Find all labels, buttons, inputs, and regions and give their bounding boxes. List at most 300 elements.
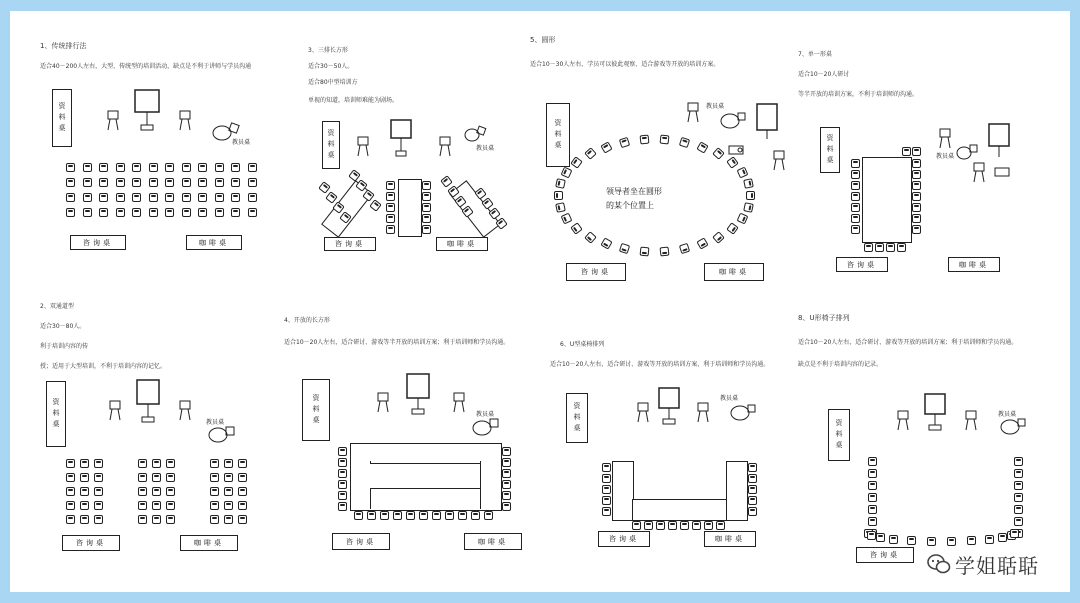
chair-icon bbox=[66, 473, 75, 482]
chair-icon bbox=[166, 473, 175, 482]
chair-icon bbox=[94, 459, 103, 468]
chair-grid bbox=[66, 163, 266, 223]
chair-icon bbox=[554, 191, 563, 200]
chair-icon bbox=[393, 511, 402, 520]
teacher-table-label: 教员桌 bbox=[998, 411, 1017, 418]
chair-icon bbox=[224, 501, 233, 510]
chair-icon bbox=[66, 515, 75, 524]
chair-icon bbox=[224, 459, 233, 468]
chair-group bbox=[790, 11, 1070, 281]
chair-grid bbox=[10, 281, 280, 581]
chair-icon bbox=[864, 243, 873, 252]
chair-icon bbox=[338, 491, 347, 500]
chair-icon bbox=[66, 459, 75, 468]
chair-icon bbox=[224, 487, 233, 496]
consult-table: 咨询桌 bbox=[566, 263, 626, 281]
panel-title: 7、单一形桌 bbox=[798, 51, 832, 58]
leader-note bbox=[606, 185, 662, 213]
chair-icon bbox=[851, 225, 860, 234]
chair-icon bbox=[704, 521, 713, 530]
chair-icon bbox=[696, 238, 708, 250]
panel-line: 适合30－80人。 bbox=[40, 323, 86, 330]
chair-icon bbox=[338, 502, 347, 511]
chair-icon bbox=[1014, 457, 1023, 466]
chair-icon bbox=[868, 481, 877, 490]
chair-icon bbox=[238, 515, 247, 524]
consult-table: 咨询桌 bbox=[836, 257, 888, 272]
chair-icon bbox=[66, 178, 75, 187]
chair-icon bbox=[152, 501, 161, 510]
chair-icon bbox=[338, 447, 347, 456]
chair-icon bbox=[602, 507, 611, 516]
chair-icon bbox=[571, 156, 584, 169]
data-table: 资料桌 bbox=[302, 379, 330, 441]
chair-icon bbox=[867, 531, 876, 540]
chair-icon bbox=[678, 137, 689, 148]
chair-icon bbox=[367, 511, 376, 520]
chair-icon bbox=[182, 178, 191, 187]
teacher-table-label: 教员桌 bbox=[476, 411, 495, 418]
chair-icon bbox=[902, 147, 911, 156]
chair-icon bbox=[354, 511, 363, 520]
chair-icon bbox=[66, 163, 75, 172]
chair-icon bbox=[94, 487, 103, 496]
chair-icon bbox=[80, 459, 89, 468]
coffee-table: 咖啡桌 bbox=[186, 235, 242, 250]
chair-icon bbox=[224, 515, 233, 524]
data-table: 资料桌 bbox=[322, 121, 340, 169]
chair-icon bbox=[165, 208, 174, 217]
chair-icon bbox=[132, 193, 141, 202]
panel-line: 等半开放的培训方案，不利于培训师的沟通。 bbox=[798, 91, 919, 98]
teacher-table-label: 教员桌 bbox=[476, 145, 495, 152]
panel-title: 4、开放的长方形 bbox=[284, 317, 330, 324]
chair-icon bbox=[432, 511, 441, 520]
chair-icon bbox=[726, 156, 739, 169]
chair-icon bbox=[83, 178, 92, 187]
chair-icon bbox=[692, 521, 701, 530]
chair-icon bbox=[736, 212, 748, 224]
chair-icon bbox=[1010, 529, 1019, 538]
teacher-table-label: 教员桌 bbox=[720, 395, 739, 402]
chair-icon bbox=[248, 178, 257, 187]
coffee-table: 咖啡桌 bbox=[704, 263, 764, 281]
coffee-table: 咖啡桌 bbox=[180, 535, 238, 551]
chair-icon bbox=[238, 501, 247, 510]
chair-icon bbox=[897, 243, 906, 252]
lectern-icon bbox=[178, 109, 192, 131]
chair-icon bbox=[1014, 469, 1023, 478]
coffee-table: 咖啡桌 bbox=[948, 257, 1000, 272]
leader-note-line: 的某个位置上 bbox=[606, 201, 654, 210]
chair-icon bbox=[248, 208, 257, 217]
panel-line: 适合10－20人研讨 bbox=[798, 71, 850, 78]
panel-line: 适合30－50人。 bbox=[308, 63, 354, 70]
chair-icon bbox=[138, 501, 147, 510]
chair-icon bbox=[166, 487, 175, 496]
chair-icon bbox=[248, 193, 257, 202]
chair-icon bbox=[927, 537, 936, 546]
chair-icon bbox=[210, 487, 219, 496]
chair-icon bbox=[555, 202, 566, 213]
chair-icon bbox=[907, 536, 916, 545]
chair-icon bbox=[726, 222, 739, 235]
chair-icon bbox=[165, 193, 174, 202]
chair-icon bbox=[165, 178, 174, 187]
chair-icon bbox=[66, 208, 75, 217]
chair-icon bbox=[660, 135, 670, 145]
chair-icon bbox=[502, 480, 511, 489]
watermark-text: 学姐聒聒 bbox=[955, 553, 1039, 578]
chair-icon bbox=[602, 485, 611, 494]
chair-icon bbox=[1014, 505, 1023, 514]
coffee-table: 咖啡桌 bbox=[464, 533, 522, 550]
chair-icon bbox=[94, 501, 103, 510]
consult-table: 咨询桌 bbox=[62, 535, 120, 551]
chair-icon bbox=[602, 463, 611, 472]
chair-icon bbox=[868, 517, 877, 526]
chair-icon bbox=[445, 511, 454, 520]
chair-icon bbox=[748, 474, 757, 483]
chair-icon bbox=[602, 474, 611, 483]
chair-icon bbox=[149, 178, 158, 187]
chair-icon bbox=[238, 459, 247, 468]
panel-description: 适合10－20人左右，适合研讨、游戏等开放的培训方案，利于培训师和学员沟通。 bbox=[550, 361, 770, 368]
chair-icon bbox=[149, 208, 158, 217]
chair-icon bbox=[889, 535, 898, 544]
chair-icon bbox=[912, 203, 921, 212]
chair-icon bbox=[851, 170, 860, 179]
chair-icon bbox=[619, 243, 630, 254]
chair-icon bbox=[224, 473, 233, 482]
panel-line: 适合10－20人左右，适合研讨、游戏等开放的培训方案；利于培训师和学员沟通。 bbox=[798, 339, 1018, 346]
chair-icon bbox=[851, 159, 860, 168]
chair-icon bbox=[198, 208, 207, 217]
chair-icon bbox=[668, 521, 677, 530]
chair-ring bbox=[520, 11, 790, 291]
panel-description: 适合40－200人左右，大型、传统型的培训活动，缺点是不利于讲师与学员沟通 bbox=[40, 63, 252, 70]
chair-icon bbox=[644, 521, 653, 530]
chair-icon bbox=[656, 521, 665, 530]
chair-icon bbox=[231, 193, 240, 202]
chair-icon bbox=[116, 193, 125, 202]
panel-single-table bbox=[790, 11, 1070, 281]
chair-icon bbox=[80, 515, 89, 524]
chair-icon bbox=[600, 238, 612, 250]
chair-icon bbox=[386, 203, 395, 212]
chair-icon bbox=[338, 458, 347, 467]
chair-icon bbox=[116, 163, 125, 172]
watermark bbox=[927, 551, 1039, 577]
chair-icon bbox=[851, 214, 860, 223]
chair-icon bbox=[99, 208, 108, 217]
chair-icon bbox=[640, 246, 650, 256]
chair-icon bbox=[152, 459, 161, 468]
chair-icon bbox=[555, 179, 566, 190]
chair-icon bbox=[746, 191, 755, 200]
chair-icon bbox=[83, 208, 92, 217]
panel-title: 3、三排长方形 bbox=[308, 47, 348, 54]
chair-icon bbox=[461, 205, 474, 218]
chair-icon bbox=[339, 211, 352, 224]
chair-icon bbox=[80, 501, 89, 510]
chair-icon bbox=[422, 225, 431, 234]
panel-title: 2、双通道型 bbox=[40, 303, 74, 310]
panel-title: 1、传统排行法 bbox=[40, 42, 87, 50]
panel-description: 适合10－30人左右、学员可以彼此观察、适合游戏等开放的培训方案。 bbox=[530, 61, 720, 68]
chair-icon bbox=[422, 214, 431, 223]
chair-icon bbox=[166, 515, 175, 524]
data-table: 资料桌 bbox=[546, 103, 570, 167]
chair-icon bbox=[386, 214, 395, 223]
chair-icon bbox=[712, 148, 725, 161]
chair-icon bbox=[231, 208, 240, 217]
chair-icon bbox=[912, 159, 921, 168]
chair-icon bbox=[132, 208, 141, 217]
panel-title: 8、U形椅子排列 bbox=[798, 314, 850, 322]
layout-sheet bbox=[10, 11, 1070, 592]
chair-icon bbox=[886, 243, 895, 252]
panel-open-rect bbox=[280, 281, 520, 581]
chair-icon bbox=[238, 473, 247, 482]
chair-icon bbox=[985, 535, 994, 544]
coffee-table: 咖啡桌 bbox=[436, 237, 488, 251]
chair-icon bbox=[138, 459, 147, 468]
chair-icon bbox=[912, 225, 921, 234]
chair-icon bbox=[215, 193, 224, 202]
wechat-icon bbox=[927, 553, 951, 575]
chair-icon bbox=[600, 141, 612, 153]
chair-icon bbox=[138, 487, 147, 496]
chair-icon bbox=[182, 193, 191, 202]
chair-icon bbox=[561, 167, 573, 179]
chair-icon bbox=[386, 192, 395, 201]
chair-icon bbox=[132, 178, 141, 187]
panel-line: 适合80中型培训方 bbox=[308, 79, 358, 86]
chair-icon bbox=[868, 493, 877, 502]
consult-table: 咨询桌 bbox=[70, 235, 126, 250]
data-table: 资料桌 bbox=[820, 127, 840, 173]
chair-icon bbox=[338, 480, 347, 489]
chair-icon bbox=[1014, 481, 1023, 490]
chair-icon bbox=[748, 496, 757, 505]
chair-icon bbox=[66, 501, 75, 510]
chair-icon bbox=[484, 511, 493, 520]
chair-icon bbox=[632, 521, 641, 530]
chair-icon bbox=[386, 225, 395, 234]
consult-table: 咨询桌 bbox=[598, 531, 650, 547]
chair-icon bbox=[481, 197, 494, 210]
chair-icon bbox=[947, 537, 956, 546]
chair-icon bbox=[851, 192, 860, 201]
chair-icon bbox=[80, 487, 89, 496]
chair-icon bbox=[149, 193, 158, 202]
chair-icon bbox=[912, 170, 921, 179]
chair-icon bbox=[458, 511, 467, 520]
teacher-table-label: 教员桌 bbox=[232, 139, 251, 146]
chair-icon bbox=[748, 485, 757, 494]
chair-icon bbox=[868, 469, 877, 478]
chair-icon bbox=[210, 459, 219, 468]
chair-icon bbox=[868, 505, 877, 514]
chair-icon bbox=[488, 207, 501, 220]
chair-icon bbox=[912, 214, 921, 223]
chair-icon bbox=[736, 167, 748, 179]
chair-icon bbox=[851, 181, 860, 190]
chair-icon bbox=[584, 148, 597, 161]
chair-icon bbox=[138, 515, 147, 524]
chair-icon bbox=[678, 243, 689, 254]
flipchart-icon bbox=[134, 89, 160, 129]
chair-icon bbox=[422, 192, 431, 201]
chair-icon bbox=[99, 193, 108, 202]
chair-icon bbox=[238, 487, 247, 496]
chair-icon bbox=[602, 496, 611, 505]
chair-icon bbox=[94, 473, 103, 482]
chair-icon bbox=[912, 181, 921, 190]
chair-icon bbox=[215, 208, 224, 217]
chair-icon bbox=[215, 163, 224, 172]
chair-icon bbox=[868, 457, 877, 466]
chair-icon bbox=[338, 469, 347, 478]
chair-icon bbox=[198, 163, 207, 172]
chair-icon bbox=[502, 502, 511, 511]
panel-line: 利于培训内容的传 bbox=[40, 343, 89, 350]
chair-icon bbox=[696, 141, 708, 153]
chair-icon bbox=[440, 175, 453, 188]
panel-u-chairs bbox=[790, 281, 1070, 581]
panel-description: 适合10－20人左右，适合研讨、游戏等半开放的培训方案；利于培训师和学员沟通。 bbox=[284, 339, 510, 346]
chair-icon bbox=[748, 463, 757, 472]
chair-icon bbox=[369, 199, 382, 212]
panel-circle bbox=[520, 11, 790, 291]
chair-icon bbox=[152, 473, 161, 482]
chair-icon bbox=[80, 473, 89, 482]
chair-u bbox=[790, 281, 1070, 581]
chair-icon bbox=[743, 202, 754, 213]
teacher-table-label: 教员桌 bbox=[206, 419, 225, 426]
chair-icon bbox=[166, 459, 175, 468]
chair-icon bbox=[1014, 493, 1023, 502]
chair-icon bbox=[149, 163, 158, 172]
chair-icon bbox=[502, 447, 511, 456]
chair-icon bbox=[640, 135, 650, 145]
panel-line: 缺点是不利于培训内容的记录。 bbox=[798, 361, 883, 368]
chair-icon bbox=[474, 187, 487, 200]
chair-icon bbox=[215, 178, 224, 187]
chair-icon bbox=[743, 179, 754, 190]
leader-note-line: 领导者坐在圆形 bbox=[606, 187, 662, 196]
chair-icon bbox=[619, 137, 630, 148]
chair-icon bbox=[66, 487, 75, 496]
chair-icon bbox=[99, 163, 108, 172]
chair-icon bbox=[422, 181, 431, 190]
chair-icon bbox=[380, 511, 389, 520]
chair-icon bbox=[502, 491, 511, 500]
panel-line: 单视的知道，培训师难能为剧场。 bbox=[308, 97, 399, 104]
chair-icon bbox=[876, 533, 885, 542]
chair-icon bbox=[182, 208, 191, 217]
chair-icon bbox=[912, 147, 921, 156]
chair-icon bbox=[447, 185, 460, 198]
panel-title: 6、U型桌椅排列 bbox=[560, 341, 605, 348]
chair-icon bbox=[210, 473, 219, 482]
chair-icon bbox=[502, 469, 511, 478]
chair-icon bbox=[386, 181, 395, 190]
coffee-table: 咖啡桌 bbox=[704, 531, 756, 547]
chair-icon bbox=[1014, 517, 1023, 526]
data-table: 资料桌 bbox=[566, 393, 588, 443]
teacher-table-label: 教员桌 bbox=[936, 153, 955, 160]
chair-icon bbox=[210, 515, 219, 524]
data-table: 资料桌 bbox=[46, 381, 66, 447]
chair-icon bbox=[851, 203, 860, 212]
chair-icon bbox=[132, 163, 141, 172]
chair-icon bbox=[210, 501, 219, 510]
panel-three-rect bbox=[280, 11, 520, 281]
chair-icon bbox=[231, 163, 240, 172]
lectern-icon bbox=[106, 109, 120, 131]
consult-table: 咨询桌 bbox=[856, 547, 914, 563]
panel-u-table bbox=[520, 281, 790, 581]
chair-icon bbox=[198, 193, 207, 202]
chair-icon bbox=[419, 511, 428, 520]
chair-icon bbox=[660, 246, 670, 256]
chair-icon bbox=[712, 231, 725, 244]
chair-icon bbox=[152, 487, 161, 496]
chair-icon bbox=[83, 193, 92, 202]
chair-icon bbox=[748, 507, 757, 516]
chair-icon bbox=[248, 163, 257, 172]
chair-icon bbox=[66, 193, 75, 202]
chair-icon bbox=[99, 178, 108, 187]
chair-icon bbox=[422, 203, 431, 212]
teacher-table-label: 教员桌 bbox=[706, 103, 725, 110]
chair-icon bbox=[198, 178, 207, 187]
chair-icon bbox=[138, 473, 147, 482]
chair-icon bbox=[502, 458, 511, 467]
panel-line: 授；适用于大型培训，不利于培训内容的记忆。 bbox=[40, 363, 167, 370]
chair-icon bbox=[83, 163, 92, 172]
chair-icon bbox=[166, 501, 175, 510]
chair-icon bbox=[680, 521, 689, 530]
chair-icon bbox=[495, 217, 508, 230]
chair-icon bbox=[152, 515, 161, 524]
chair-icon bbox=[165, 163, 174, 172]
panel-double-aisle bbox=[10, 281, 280, 581]
chair-icon bbox=[471, 511, 480, 520]
chair-icon bbox=[454, 195, 467, 208]
chair-icon bbox=[182, 163, 191, 172]
chair-icon bbox=[406, 511, 415, 520]
panel-title: 5、圆形 bbox=[530, 36, 556, 44]
chair-icon bbox=[967, 536, 976, 545]
chair-icon bbox=[571, 222, 584, 235]
chair-icon bbox=[584, 231, 597, 244]
chair-icon bbox=[116, 178, 125, 187]
consult-table: 咨询桌 bbox=[324, 237, 376, 251]
chair-icon bbox=[875, 243, 884, 252]
chair-icon bbox=[94, 515, 103, 524]
chair-icon bbox=[116, 208, 125, 217]
chair-icon bbox=[912, 192, 921, 201]
consult-table: 咨询桌 bbox=[332, 533, 390, 550]
chair-icon bbox=[716, 521, 725, 530]
data-table: 资料桌 bbox=[828, 409, 850, 461]
panel-traditional-rows bbox=[10, 11, 280, 281]
chair-icon bbox=[231, 178, 240, 187]
data-table: 资料桌 bbox=[52, 89, 72, 147]
